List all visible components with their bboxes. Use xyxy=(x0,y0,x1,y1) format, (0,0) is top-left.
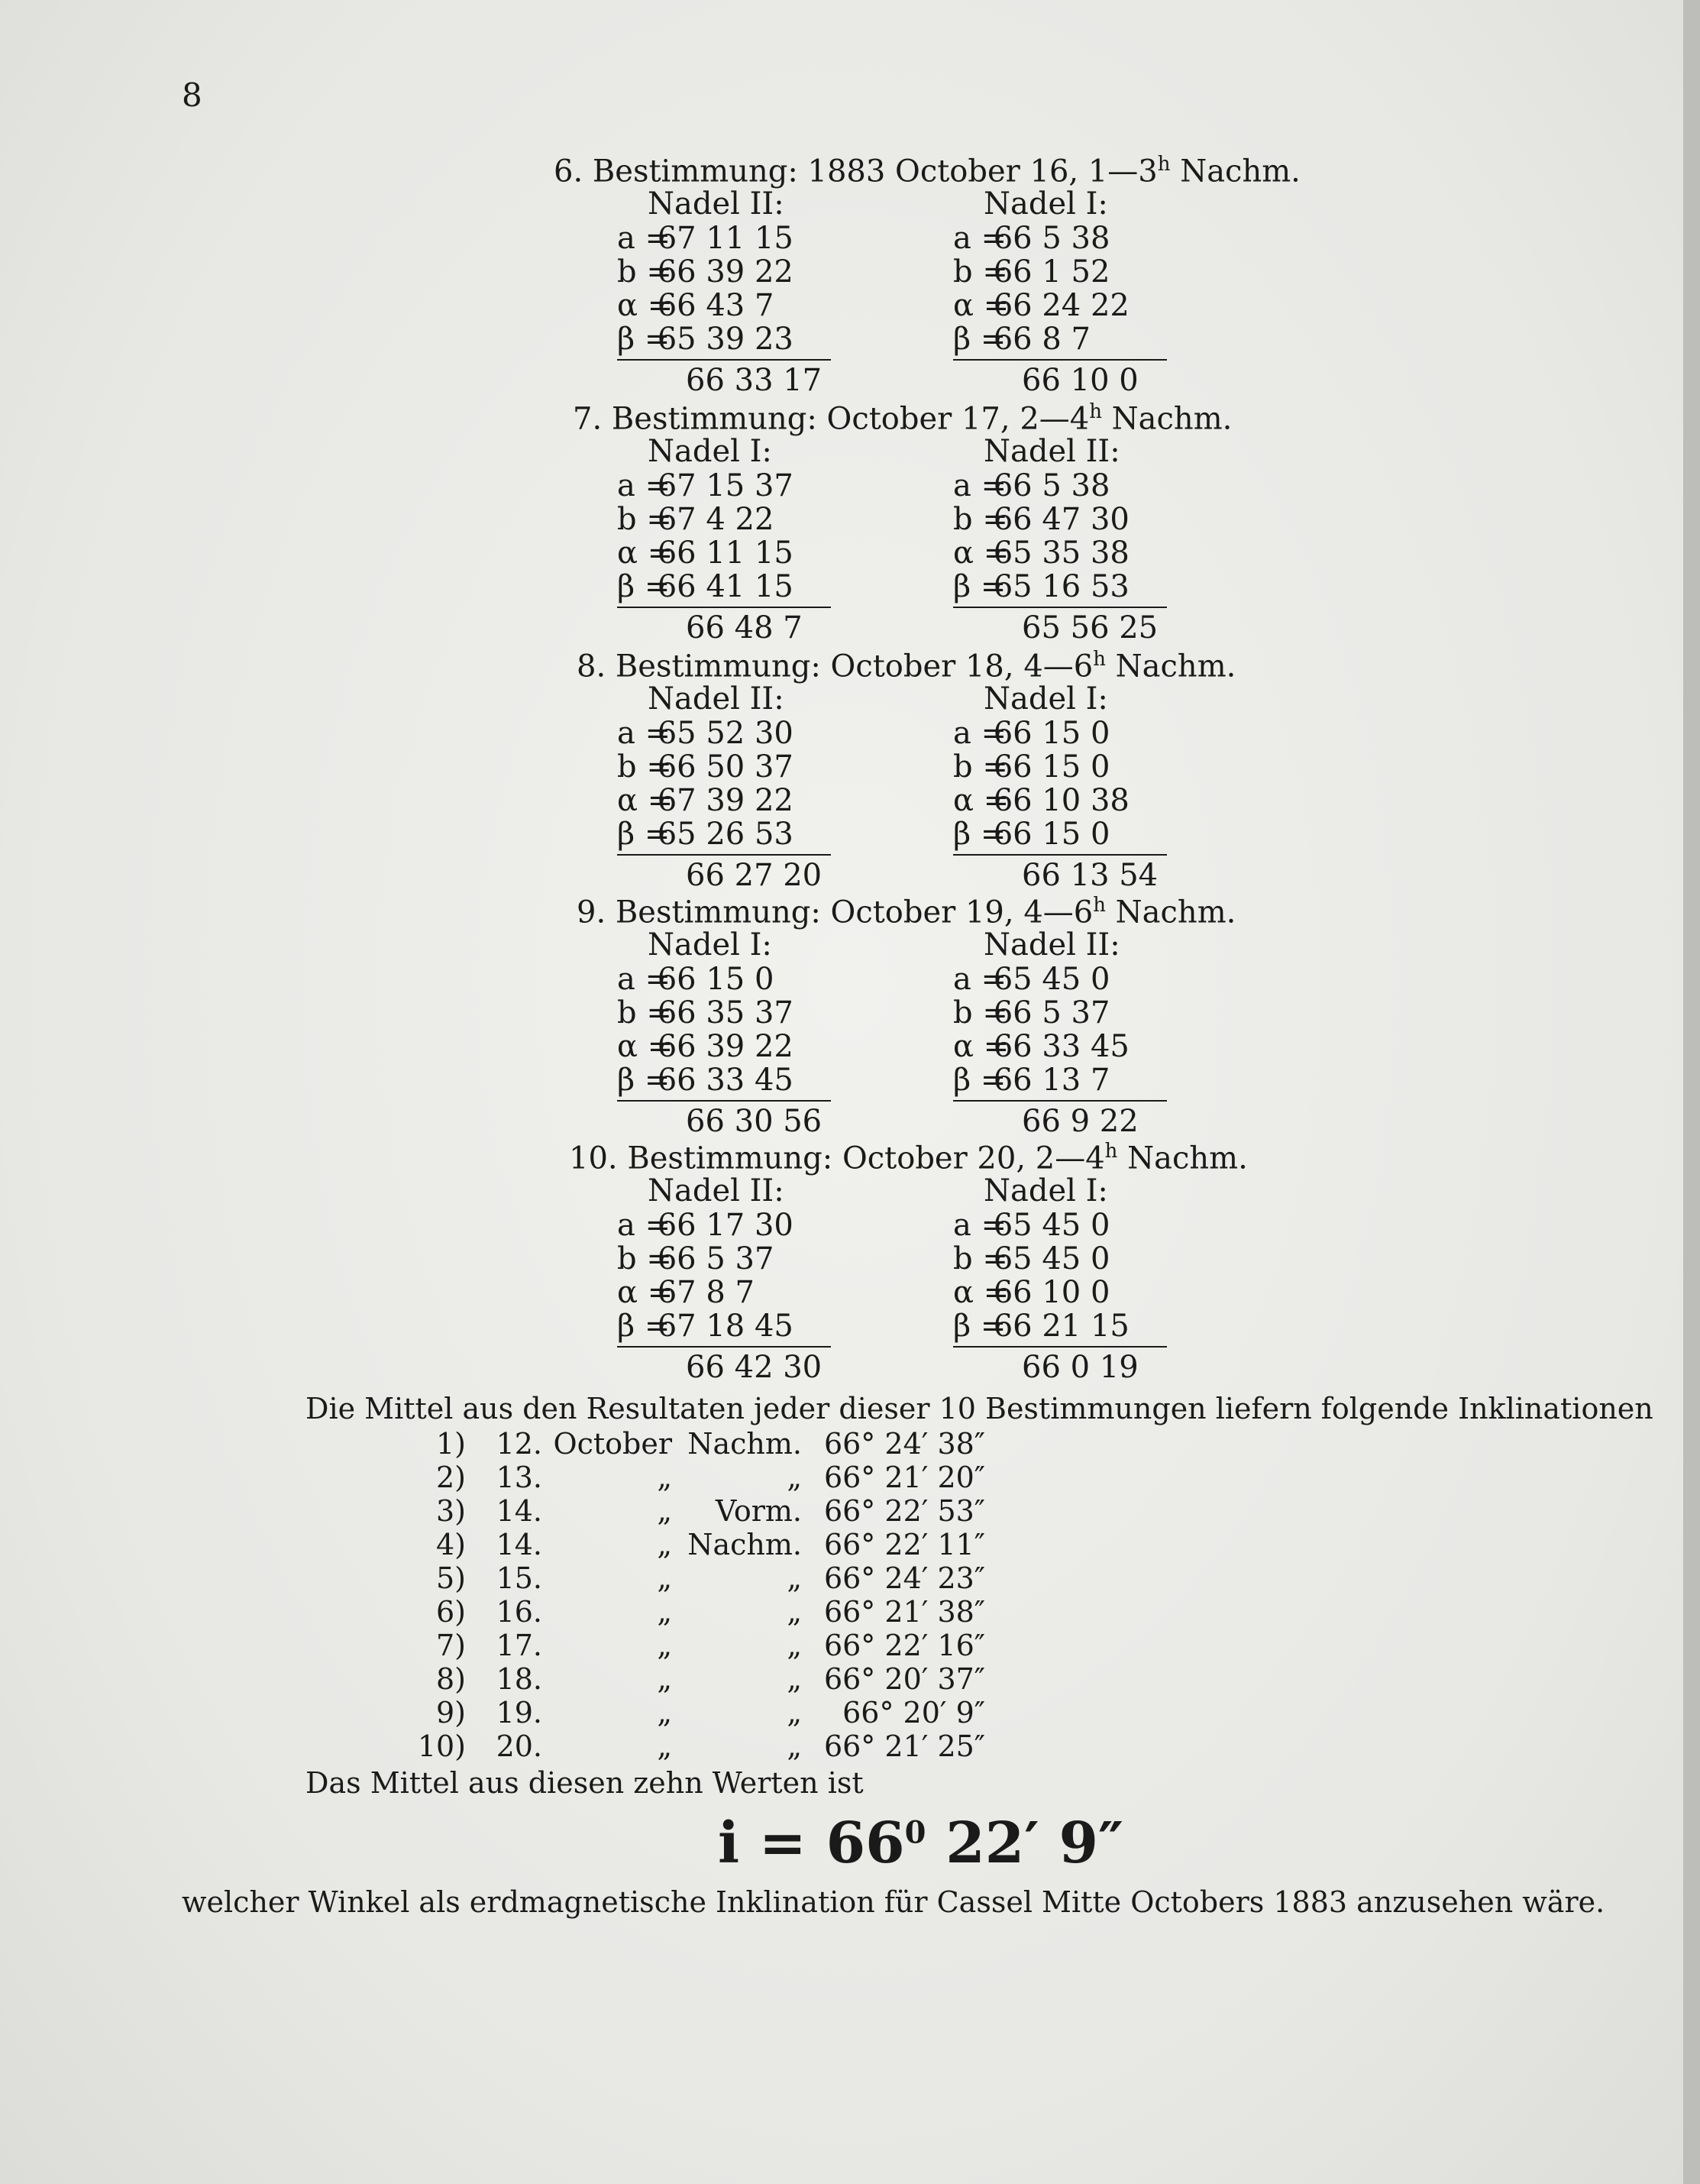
result-row: 6) 16. „ „ 66° 21′ 38″ xyxy=(435,1595,985,1629)
left-column: Nadel I: a = 66 15 0 b = 66 35 37 α = 66 39 22 β = 66 33 45 66 30 56 xyxy=(617,927,831,1138)
sum-rule xyxy=(617,1100,831,1102)
mean-sentence: Das Mittel aus diesen zehn Werten ist xyxy=(305,1766,864,1800)
sum-rule xyxy=(953,359,1167,361)
sum-value: 66 10 0 xyxy=(1022,363,1139,398)
nadel-label: Nadel I: xyxy=(648,434,772,469)
nadel-label: Nadel I: xyxy=(984,1173,1108,1208)
sum-value: 66 42 30 xyxy=(686,1350,823,1385)
nadel-label: Nadel II: xyxy=(984,927,1120,963)
nadel-label: Nadel II: xyxy=(984,434,1120,469)
right-column: Nadel I: a = 65 45 0 b = 65 45 0 α = 66 10 0 β = 66 21 15 66 0 19 xyxy=(953,1173,1167,1384)
result-row: 4) 14. „ Nachm. 66° 22′ 11″ xyxy=(435,1528,985,1561)
nadel-label: Nadel II: xyxy=(648,1173,784,1208)
nadel-label: Nadel I: xyxy=(984,681,1108,717)
sum-value: 66 30 56 xyxy=(686,1104,823,1139)
right-column: Nadel II: a = 66 5 38 b = 66 47 30 α = 65 35 38 β = 65 16 53 65 56 25 xyxy=(953,434,1167,645)
sum-rule xyxy=(953,1100,1167,1102)
left-column: Nadel II: a = 67 11 15 b = 66 39 22 α = 66 43 7 β = 65 39 23 66 33 17 xyxy=(617,186,831,397)
left-column: Nadel I: a = 67 15 37 b = 67 4 22 α = 66 11 15 β = 66 41 15 66 48 7 xyxy=(617,434,831,645)
sum-value: 65 56 25 xyxy=(1022,610,1159,645)
nadel-label: Nadel II: xyxy=(648,681,784,717)
sum-value: 66 27 20 xyxy=(686,858,823,893)
nadel-label: Nadel II: xyxy=(648,186,784,222)
right-column: Nadel I: a = 66 15 0 b = 66 15 0 α = 66 10 38 β = 66 15 0 66 13 54 xyxy=(953,681,1167,892)
mean-inclination: $i = 66^0$ 22′ 9″ xyxy=(718,1810,1124,1876)
sum-rule xyxy=(617,854,831,856)
result-row: 7) 17. „ „ 66° 22′ 16″ xyxy=(435,1629,985,1662)
sum-value: 66 0 19 xyxy=(1022,1350,1139,1385)
final-sentence: welcher Winkel als erdmagnetische Inklination für Cassel Mitte Octobers 1883 anzusehen wäre. xyxy=(182,1885,1605,1919)
sum-value: 66 9 22 xyxy=(1022,1104,1139,1139)
sum-rule xyxy=(953,607,1167,608)
block-header: 6. Bestimmung: 1883 October 16, 1—3$^h$ Nachm. xyxy=(554,153,1301,189)
sum-value: 66 13 54 xyxy=(1022,858,1159,893)
result-row: 2) 13. „ „ 66° 21′ 20″ xyxy=(435,1461,985,1494)
nadel-label: Nadel I: xyxy=(648,927,772,963)
page-number: 8 xyxy=(182,76,202,114)
result-row: 9) 19. „ „ 66° 20′ 9″ xyxy=(435,1696,985,1729)
left-column: Nadel II: a = 66 17 30 b = 66 5 37 α = 67 8 7 β = 67 18 45 66 42 30 xyxy=(617,1173,831,1384)
intro-sentence: Die Mittel aus den Resultaten jeder dieser 10 Bestimmungen liefern folgende Inklinationen xyxy=(305,1392,1653,1425)
right-column: Nadel II: a = 65 45 0 b = 66 5 37 α = 66 33 45 β = 66 13 7 66 9 22 xyxy=(953,927,1167,1138)
result-row: 3) 14. „ Vorm. 66° 22′ 53″ xyxy=(435,1494,985,1528)
sum-rule xyxy=(617,359,831,361)
result-row: 1) 12. October Nachm. 66° 24′ 38″ xyxy=(435,1427,985,1461)
page-edge xyxy=(1683,0,1700,2184)
block-header: 8. Bestimmung: October 18, 4—6$^h$ Nachm. xyxy=(577,648,1236,684)
sum-value: 66 48 7 xyxy=(686,610,803,645)
sum-rule xyxy=(617,1346,831,1348)
block-header: 9. Bestimmung: October 19, 4—6$^h$ Nachm. xyxy=(577,894,1236,930)
sum-rule xyxy=(953,1346,1167,1348)
nadel-label: Nadel I: xyxy=(984,186,1108,222)
result-row: 5) 15. „ „ 66° 24′ 23″ xyxy=(435,1561,985,1595)
left-column: Nadel II: a = 65 52 30 b = 66 50 37 α = 67 39 22 β = 65 26 53 66 27 20 xyxy=(617,681,831,892)
result-row: 8) 18. „ „ 66° 20′ 37″ xyxy=(435,1662,985,1696)
sum-value: 66 33 17 xyxy=(686,363,823,398)
right-column: Nadel I: a = 66 5 38 b = 66 1 52 α = 66 24 22 β = 66 8 7 66 10 0 xyxy=(953,186,1167,397)
sum-rule xyxy=(617,607,831,608)
sum-rule xyxy=(953,854,1167,856)
block-header: 10. Bestimmung: October 20, 2—4$^h$ Nachm. xyxy=(569,1140,1248,1176)
block-header: 7. Bestimmung: October 17, 2—4$^h$ Nachm. xyxy=(573,400,1233,437)
result-row: 10) 20. „ „ 66° 21′ 25″ xyxy=(417,1729,985,1763)
